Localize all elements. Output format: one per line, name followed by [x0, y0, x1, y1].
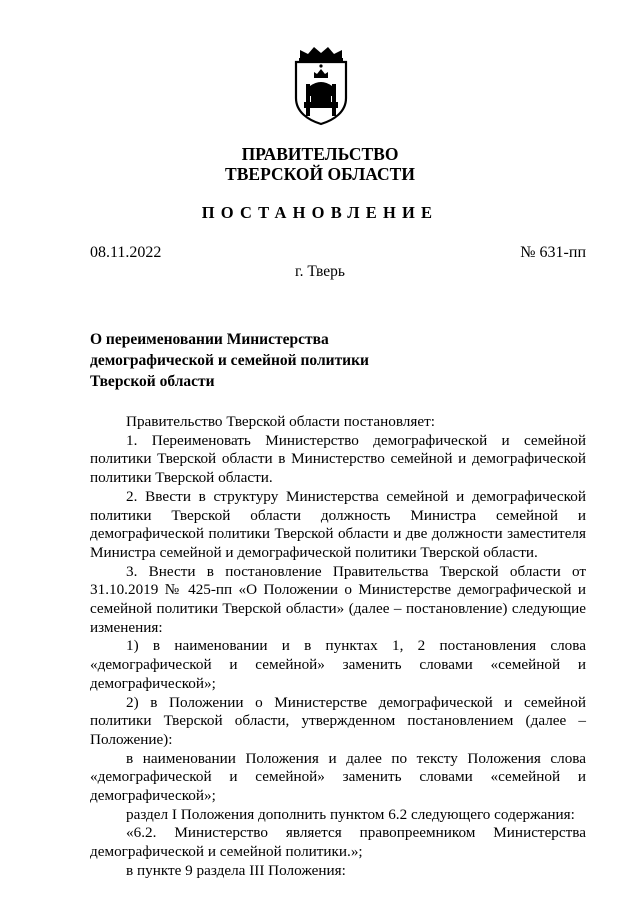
subject-line: демографической и семейной политики [90, 352, 369, 369]
government-title-line1: ПРАВИТЕЛЬСТВО [241, 144, 399, 164]
body-paragraph: 1) в наименовании и в пунктах 1, 2 постановления слова «демографической и семейной» заменить словами «семейной и демографической»; [90, 637, 586, 692]
coat-of-arms-icon [286, 44, 356, 126]
document-number: № 631-пп [520, 244, 586, 261]
document-date: 08.11.2022 [90, 244, 162, 261]
body-paragraph: «6.2. Министерство является правопреемником Министерства демографической и семейной политики.»; [90, 824, 586, 861]
document-type: ПОСТАНОВЛЕНИЕ [201, 203, 439, 222]
subject-line: Тверской области [90, 373, 215, 390]
body-paragraph: в наименовании Положения и далее по тексту Положения слова «демографической и семейной» заменить словами «семейной и демографической»; [90, 749, 586, 805]
subject-line: О переименовании Министерства [90, 331, 329, 348]
document-city: г. Тверь [295, 263, 345, 280]
body-paragraph: 2. Ввести в структуру Министерства семейной и демографической политики Тверской области должность Министра семейной и демографической политики Тверской области и две должности заместителя Министра семейной и демографической политики Тверской области. [90, 487, 586, 561]
document-subject [90, 329, 410, 392]
body-paragraph: 1. Переименовать Министерство демографической и семейной политики Тверской области в Министерство семейной и демографической политики Тверской области. [90, 431, 586, 487]
body-paragraph: 3. Внести в постановление Правительства Тверской области от 31.10.2019 № 425-пп «О Положении о Министерстве демографической и семейной политики Тверской области» (далее – постановление) следующие изменения: [90, 562, 586, 636]
body-paragraph: раздел I Положения дополнить пунктом 6.2 следующего содержания: [126, 805, 575, 823]
body-paragraph: в пункте 9 раздела III Положения: [126, 861, 346, 879]
body-paragraph: Правительство Тверской области постановляет: [126, 413, 435, 430]
government-title-line2: ТВЕРСКОЙ ОБЛАСТИ [225, 164, 415, 184]
document-body [90, 413, 586, 881]
body-paragraph: 2) в Положении о Министерстве демографической и семейной политики Тверской области, утвержденном постановлением (далее – Положение): [90, 693, 586, 748]
